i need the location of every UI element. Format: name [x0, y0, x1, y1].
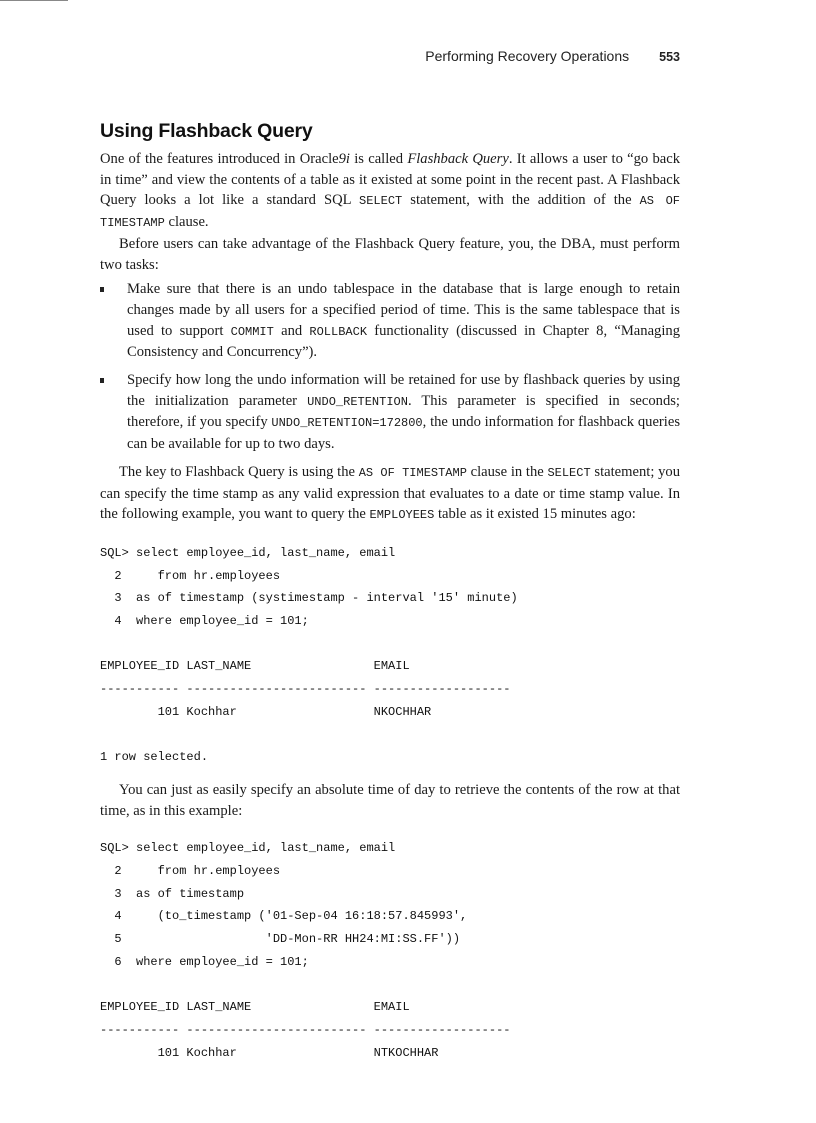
result-row: 101 Kochhar NKOCHHAR: [100, 704, 432, 719]
code-example-absolute: [100, 837, 680, 1064]
list-item: Make sure that there is an undo tablespace in the database that is large enough to retain changes made by all users for a specified period of time. This is the same tablespace that is used to support COMMIT and ROLLBACK functionality (discussed in Chapter 8, “Managing Consistency and Concurrency”).: [100, 279, 680, 363]
result-rule: ----------- ------------------------- -------------------: [100, 1022, 511, 1037]
code-line: 3 as of timestamp (systimestamp - interval '15' minute): [100, 591, 518, 606]
code-line: 2 from hr.employees: [100, 568, 281, 583]
intro-paragraph: One of the features introduced in Oracle9i is called Flashback Query. It allows a user to “go back in time” and view the contents of a table as it existed at some point in the recent past. A Flashback Query looks a lot like a standard SQL SELECT statement, with the addition of the AS OF TIMESTAMP clause.: [100, 151, 680, 231]
task-list: [100, 279, 680, 455]
section-title: Using Flashback Query: [100, 120, 313, 142]
code-line: 5 'DD-Mon-RR HH24:MI:SS.FF')): [100, 932, 461, 947]
result-header: EMPLOYEE_ID LAST_NAME EMAIL: [100, 1000, 410, 1015]
result-row: 101 Kochhar NTKOCHHAR: [100, 1045, 439, 1060]
code-line: 6 where employee_id = 101;: [100, 954, 309, 969]
page-number: 553: [659, 50, 680, 64]
code-line: 4 (to_timestamp ('01-Sep-04 16:18:57.845993',: [100, 909, 468, 924]
code-line: SQL> select employee_id, last_name, email: [100, 545, 396, 560]
running-header: [425, 48, 680, 64]
key-paragraph: The key to Flashback Query is using the AS OF TIMESTAMP clause in the SELECT statement; you can specify the time stamp as any valid expression that evaluates to a date or time stamp value. In the following example, you want to query the EMPLOYEES table as it existed 15 minutes ago:: [100, 463, 680, 523]
bullet-icon: [100, 287, 104, 292]
code-line: 2 from hr.employees: [100, 864, 281, 879]
page-body: [100, 120, 680, 1064]
result-header: EMPLOYEE_ID LAST_NAME EMAIL: [100, 659, 410, 674]
code-line: 4 where employee_id = 101;: [100, 614, 309, 629]
crop-mark: [0, 0, 68, 1]
code-line: 3 as of timestamp: [100, 886, 245, 901]
list-item: Specify how long the undo information will be retained for use by flashback queries by using the initialization parameter UNDO_RETENTION. This parameter is specified in seconds; therefore, if you specify UNDO_RETENTION=172800, the undo information for flashback queries can be available for up to two days.: [100, 370, 680, 455]
prerequisites-paragraph: Before users can take advantage of the Flashback Query feature, you, the DBA, must perform two tasks:: [100, 235, 680, 273]
result-footer: 1 row selected.: [100, 750, 209, 765]
absolute-time-paragraph: You can just as easily specify an absolute time of day to retrieve the contents of the row at that time, as in this example:: [100, 781, 680, 819]
code-example-relative: [100, 542, 680, 769]
code-line: SQL> select employee_id, last_name, email: [100, 841, 396, 856]
result-rule: ----------- ------------------------- -------------------: [100, 682, 511, 697]
bullet-icon: [100, 378, 104, 383]
running-title: Performing Recovery Operations: [425, 48, 630, 64]
